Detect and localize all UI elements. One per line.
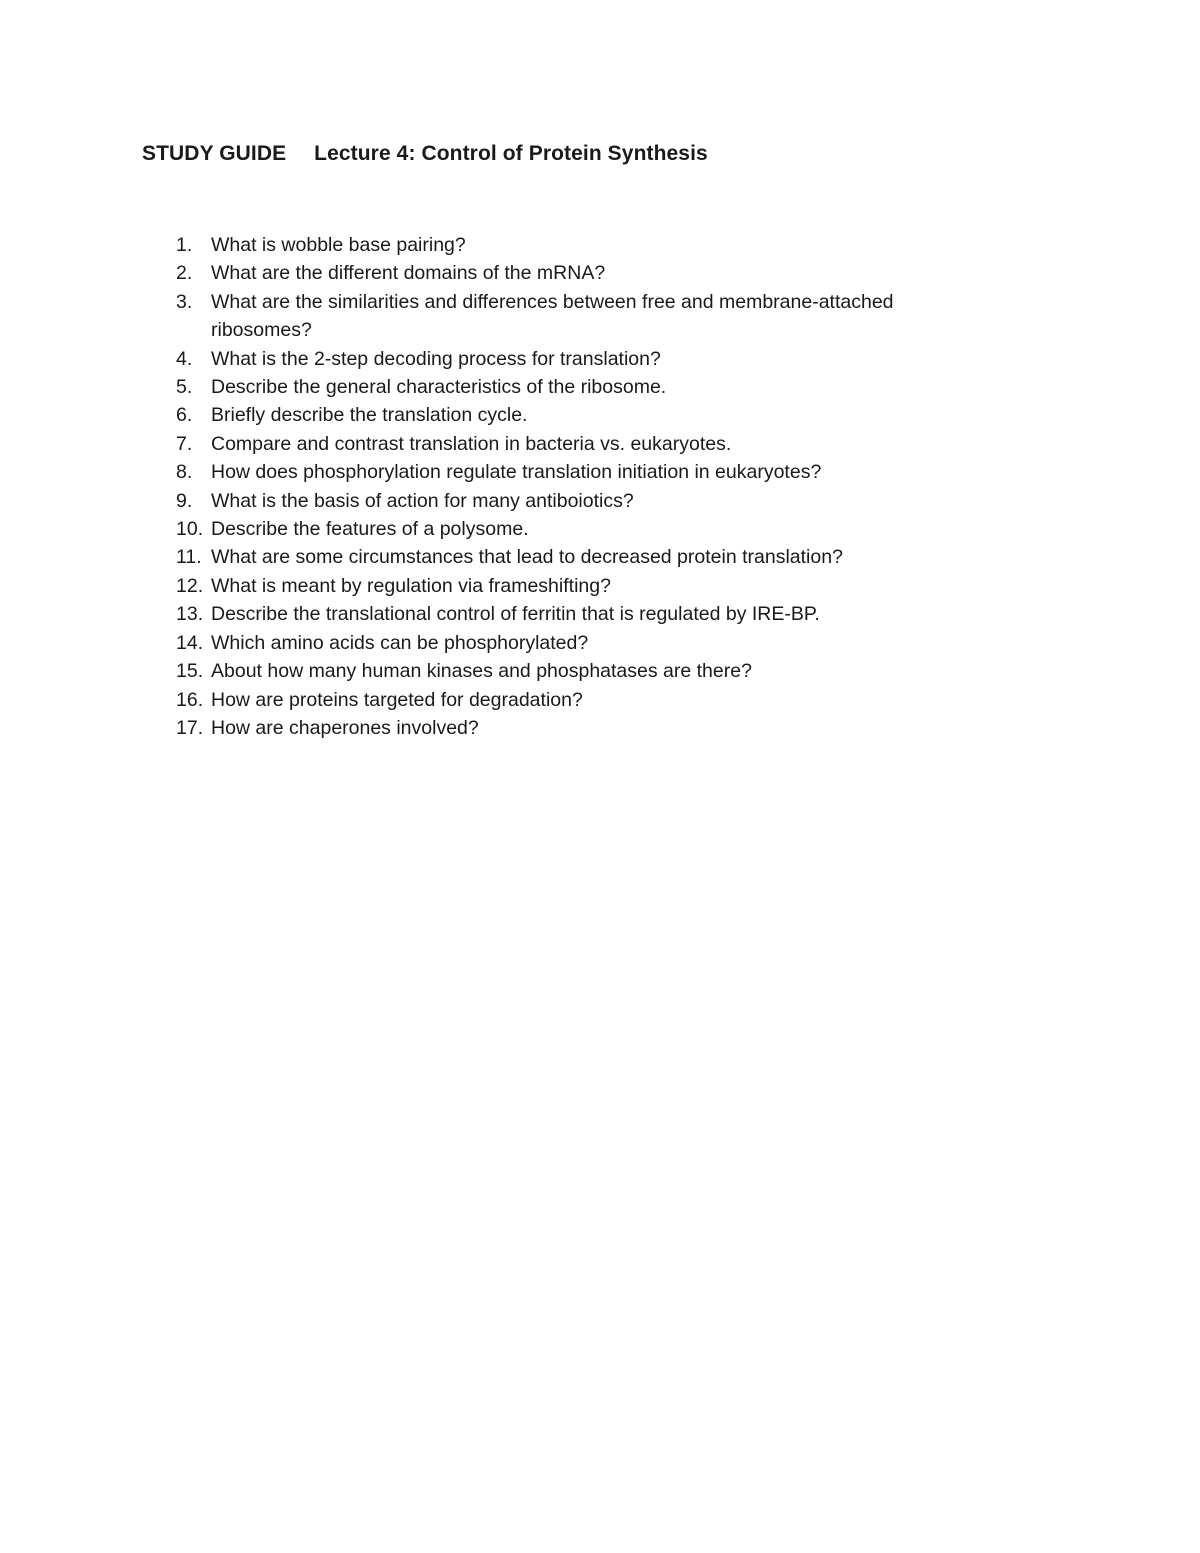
question-text: What are some circumstances that lead to decreased protein translation? — [211, 546, 843, 569]
question-number: 14. — [176, 631, 204, 654]
title-text: Lecture 4: Control of Protein Synthesis — [314, 142, 708, 165]
question-text: What is the basis of action for many antiboiotics? — [211, 489, 634, 512]
question-text: Briefly describe the translation cycle. — [211, 404, 528, 427]
question-text: Describe the general characteristics of the ribosome. — [211, 376, 667, 399]
question-number: 17. — [176, 716, 204, 739]
question-number: 13. — [176, 603, 204, 626]
question-number: 9. — [176, 489, 193, 512]
question-number: 15. — [176, 660, 204, 683]
question-number: 5. — [176, 376, 193, 399]
question-item — [176, 515, 986, 543]
question-text: What is meant by regulation via frameshifting? — [211, 574, 611, 597]
question-item — [176, 430, 986, 458]
question-text: How are chaperones involved? — [211, 716, 479, 739]
question-number: 4. — [176, 347, 193, 370]
question-item — [176, 629, 986, 657]
question-number: 1. — [176, 234, 193, 256]
question-text: Describe the translational control of ferritin that is regulated by IRE-BP. — [211, 603, 820, 626]
question-text: About how many human kinases and phosphatases are there? — [211, 660, 752, 683]
question-item — [176, 373, 986, 401]
question-text: What are the different domains of the mRNA? — [211, 262, 606, 285]
question-item — [176, 600, 986, 628]
question-number: 8. — [176, 461, 193, 484]
question-list — [176, 231, 986, 742]
question-item — [176, 288, 986, 345]
question-item — [176, 259, 986, 287]
question-text: Compare and contrast translation in bacteria vs. eukaryotes. — [211, 432, 732, 455]
question-item — [176, 543, 986, 571]
question-number: 12. — [176, 574, 204, 597]
question-text: What is the 2-step decoding process for translation? — [211, 347, 661, 370]
question-item — [176, 487, 986, 515]
question-item — [176, 686, 986, 714]
question-number: 2. — [176, 262, 193, 285]
question-text: Describe the features of a polysome. — [211, 518, 529, 541]
question-number: 6. — [176, 404, 193, 427]
title-label: STUDY GUIDE — [142, 142, 287, 165]
question-number: 7. — [176, 432, 193, 455]
page-title — [142, 142, 708, 166]
question-text: What are the similarities and differences between free and membrane-attached ribosomes? — [211, 290, 894, 342]
question-number: 16. — [176, 688, 204, 711]
question-item — [176, 401, 986, 429]
question-number: 3. — [176, 290, 193, 313]
question-item — [176, 714, 986, 742]
question-number: 10. — [176, 518, 204, 541]
question-item — [176, 345, 986, 373]
question-text: Which amino acids can be phosphorylated? — [211, 631, 589, 654]
question-item — [176, 231, 986, 259]
question-text: What is wobble base pairing? — [211, 234, 466, 256]
question-number: 11. — [176, 546, 202, 569]
question-item — [176, 458, 986, 486]
question-text: How are proteins targeted for degradation? — [211, 688, 583, 711]
question-item — [176, 572, 986, 600]
question-item — [176, 657, 986, 685]
question-text: How does phosphorylation regulate translation initiation in eukaryotes? — [211, 461, 822, 484]
